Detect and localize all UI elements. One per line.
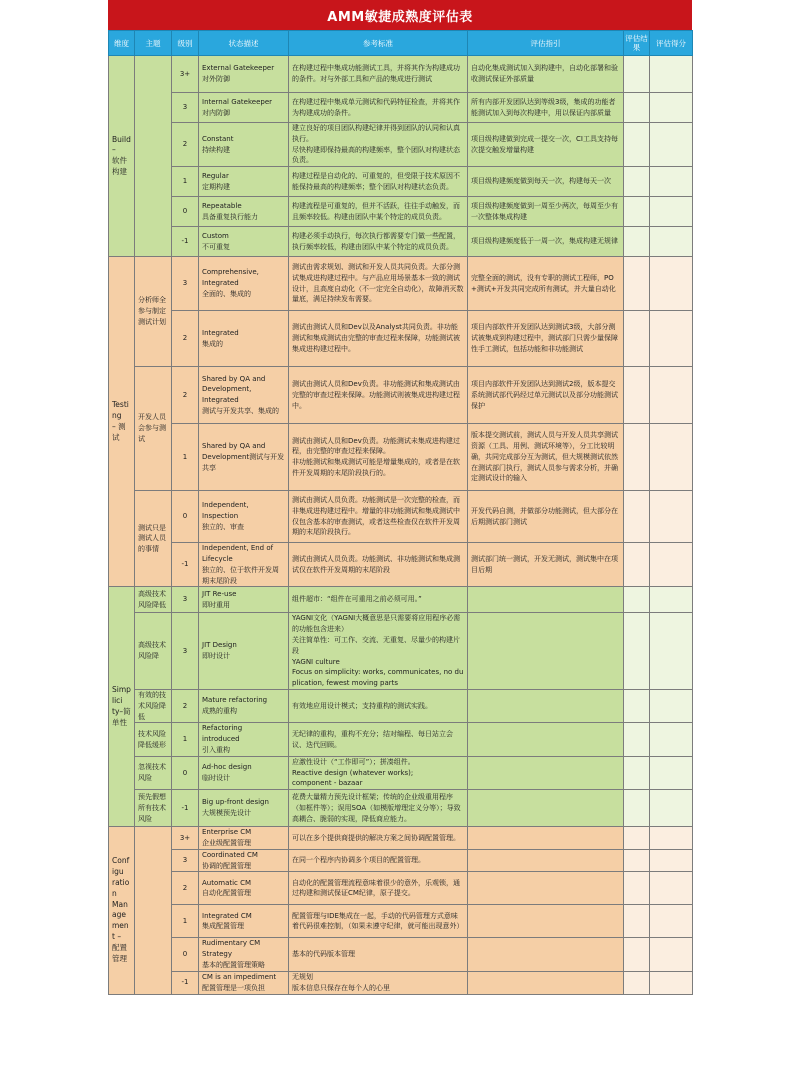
reference-cell: 测试由测试人员和Dev以及Analyst共同负责。非功能测试和集成测试由完整的审查过程来保障，功能测试被集成进构建过程中。	[289, 311, 468, 367]
table-row	[109, 491, 693, 543]
result-cell[interactable]	[624, 723, 650, 756]
level-cell: 0	[172, 938, 199, 971]
status-cell: Rudimentary CM Strategy 基本的配置管理策略	[199, 938, 289, 971]
status-cell: Constant 持续构建	[199, 123, 289, 167]
reference-cell: 无规划 版本信息只保存在每个人的心里	[289, 971, 468, 994]
result-cell[interactable]	[624, 491, 650, 543]
table-row	[109, 872, 693, 905]
guide-cell	[468, 790, 624, 827]
level-cell: 2	[172, 311, 199, 367]
table-row	[109, 689, 693, 722]
level-cell: 2	[172, 367, 199, 424]
page-title: AMM敏捷成熟度评估表	[108, 0, 692, 30]
guide-cell	[468, 756, 624, 789]
reference-cell: 花费大量精力预先设计框架；传统的企业级重用程序（如框件等）；误用SOA（如模版增理定义分等）；导致高耦合、脆弱的实现，降低商应能力。	[289, 790, 468, 827]
reference-cell: 构建过程是自动化的、可重复的，但受限于技术原因不能保持最高的构建频率；整个团队对构建状态负责。	[289, 167, 468, 197]
guide-cell: 项目级构建做到完成一提交一次，CI工具支持每次提交触发增量构建	[468, 123, 624, 167]
score-cell[interactable]	[650, 367, 693, 424]
table-row	[109, 167, 693, 197]
status-cell: Mature refactoring 成熟的重构	[199, 689, 289, 722]
level-cell: 0	[172, 197, 199, 227]
level-cell: 0	[172, 491, 199, 543]
level-cell: 2	[172, 123, 199, 167]
guide-cell: 版本提交测试前，测试人员与开发人员共享测试资源（工具、用例、测试环境等），分工比较明确，共同完成部分互为测试，但大规模测试依然在测试部门执行，测试人员参与需求分析，并确定测试设计的输入	[468, 424, 624, 491]
table-row	[109, 56, 693, 93]
topic-cell: 高级技术风险降	[135, 613, 172, 690]
level-cell: 3	[172, 587, 199, 613]
header-topic: 主题	[135, 31, 172, 56]
level-cell: 2	[172, 689, 199, 722]
result-cell[interactable]	[624, 905, 650, 938]
status-cell: Integrated 集成的	[199, 311, 289, 367]
topic-cell: 预先假想所有技术风险	[135, 790, 172, 827]
score-cell[interactable]	[650, 424, 693, 491]
score-cell[interactable]	[650, 827, 693, 850]
result-cell[interactable]	[624, 756, 650, 789]
status-cell: External Gatekeeper 对外防御	[199, 56, 289, 93]
status-cell: Regular 定期构建	[199, 167, 289, 197]
result-cell[interactable]	[624, 971, 650, 994]
header-guide: 评估指引	[468, 31, 624, 56]
level-cell: 3	[172, 257, 199, 311]
score-cell[interactable]	[650, 587, 693, 613]
score-cell[interactable]	[650, 756, 693, 789]
reference-cell: 组件超市：“组件在可重用之前必须可用。”	[289, 587, 468, 613]
guide-cell: 项目内部软件开发团队达到测试2级，版本提交系统测试部代码经过单元测试以及部分功能测试保护	[468, 367, 624, 424]
guide-cell: 所有内部开发团队达到等级3级，集成的功能者能测试加入到每次构建中，用以保证内部质量	[468, 93, 624, 123]
reference-cell: 构建必须手动执行，每次执行都需要专门做一些配置，执行频率较低，构建由团队中某个特定的成员负责。	[289, 227, 468, 257]
guide-cell: 项目级构建频度做到每天一次，构建每天一次	[468, 167, 624, 197]
reference-cell: 在同一个程序内协调多个项目的配置管理。	[289, 849, 468, 872]
score-cell[interactable]	[650, 227, 693, 257]
result-cell[interactable]	[624, 790, 650, 827]
table-row	[109, 587, 693, 613]
result-cell[interactable]	[624, 613, 650, 690]
level-cell: -1	[172, 790, 199, 827]
level-cell: 1	[172, 424, 199, 491]
table-row	[109, 756, 693, 789]
table-header-row	[109, 31, 693, 56]
score-cell[interactable]	[650, 971, 693, 994]
status-cell: Ad-hoc design 临时设计	[199, 756, 289, 789]
level-cell: 3+	[172, 56, 199, 93]
level-cell: 3+	[172, 827, 199, 850]
table-row	[109, 227, 693, 257]
table-row	[109, 613, 693, 690]
result-cell[interactable]	[624, 227, 650, 257]
dimension-cell: Testing – 测试	[109, 257, 135, 587]
score-cell[interactable]	[650, 938, 693, 971]
status-cell: Comprehensive, Integrated 全面的、集成的	[199, 257, 289, 311]
table-row	[109, 197, 693, 227]
reference-cell: 测试由需求规划、测试和开发人员共同负责。大部分测试集成进构建过程中。与产品应用场景基本一致的测试设计，且高度自动化（不一定完全自动化），故障消灭数量底，满足持续发布需要。	[289, 257, 468, 311]
topic-cell	[135, 827, 172, 995]
guide-cell	[468, 723, 624, 756]
table-row	[109, 971, 693, 994]
topic-cell: 有效的技术风险降低	[135, 689, 172, 722]
level-cell: 1	[172, 167, 199, 197]
result-cell[interactable]	[624, 197, 650, 227]
table-row	[109, 257, 693, 311]
level-cell: 3	[172, 613, 199, 690]
table-row	[109, 123, 693, 167]
guide-cell: 项目级构建频度低于一周一次，集成构建无规律	[468, 227, 624, 257]
guide-cell	[468, 827, 624, 850]
guide-cell: 项目级构建频度做到一周至少两次，每周至少有一次整体集成构建	[468, 197, 624, 227]
guide-cell	[468, 689, 624, 722]
level-cell: -1	[172, 971, 199, 994]
score-cell[interactable]	[650, 790, 693, 827]
result-cell[interactable]	[624, 827, 650, 850]
result-cell[interactable]	[624, 587, 650, 613]
reference-cell: 在构建过程中集成单元测试和代码特征检查，并将其作为构建成功的条件。	[289, 93, 468, 123]
result-cell[interactable]	[624, 849, 650, 872]
reference-cell: 测试由测试人员和Dev负责。功能测试未集成进构建过程，由完整的审查过程来保障。 非功能测试和集成测试可能是增量集成的，或者是在软件开发周期的末尾阶段执行的。	[289, 424, 468, 491]
status-cell: Repeatable 具备重复执行能力	[199, 197, 289, 227]
reference-cell: 自动化的配置管理流程意味着很少的意外，乐观锁，通过构建和测试保证CM纪律，原子提交。	[289, 872, 468, 905]
level-cell: 1	[172, 723, 199, 756]
status-cell: Internal Gatekeeper 对内防御	[199, 93, 289, 123]
guide-cell: 项目内部软件开发团队达到测试3级，大部分测试被集成到构建过程中，测试部门只需少量保障性手工测试，包括功能和非功能测试	[468, 311, 624, 367]
score-cell[interactable]	[650, 491, 693, 543]
table-row	[109, 905, 693, 938]
topic-cell: 测试只是测试人员的事情	[135, 491, 172, 587]
score-cell[interactable]	[650, 613, 693, 690]
table-row	[109, 93, 693, 123]
result-cell[interactable]	[624, 167, 650, 197]
guide-cell: 开发代码自测，并做部分功能测试，但大部分在后期测试部门测试	[468, 491, 624, 543]
reference-cell: 无纪律的重构，重构不充分；结对编程、每日站立会议、迭代回顾。	[289, 723, 468, 756]
level-cell: 2	[172, 872, 199, 905]
status-cell: Enterprise CM 企业级配置管理	[199, 827, 289, 850]
status-cell: Integrated CM 集成配置管理	[199, 905, 289, 938]
result-cell[interactable]	[624, 689, 650, 722]
reference-cell: 构建流程是可重复的，但并不活跃，往往手动触发，而且频率较低。构建由团队中某个特定的成员负责。	[289, 197, 468, 227]
table-row	[109, 543, 693, 587]
reference-cell: 基本的代码版本管理	[289, 938, 468, 971]
dimension-cell: Configu ration Manage ment – 配置管理	[109, 827, 135, 995]
score-cell[interactable]	[650, 257, 693, 311]
result-cell[interactable]	[624, 257, 650, 311]
topic-cell	[135, 56, 172, 257]
status-cell: Shared by QA and Development, Integrated 测试与开发共享、集成的	[199, 367, 289, 424]
guide-cell	[468, 613, 624, 690]
score-cell[interactable]	[650, 872, 693, 905]
table-row	[109, 367, 693, 424]
reference-cell: 有效地应用设计模式；支持重构的测试实践。	[289, 689, 468, 722]
status-cell: Refactoring introduced 引入重构	[199, 723, 289, 756]
result-cell[interactable]	[624, 56, 650, 93]
reference-cell: 测试由测试人员和Dev负责。非功能测试和集成测试由完整的审查过程来保障。功能测试则被集成进构建过程中。	[289, 367, 468, 424]
status-cell: Independent, End of Lifecycle 独立的、位于软件开发周期末尾阶段	[199, 543, 289, 587]
score-cell[interactable]	[650, 689, 693, 722]
guide-cell	[468, 849, 624, 872]
result-cell[interactable]	[624, 123, 650, 167]
score-cell[interactable]	[650, 123, 693, 167]
reference-cell: 测试由测试人员负责。功能测试是一次完整的检查，而非集成进构建过程中。增量的非功能测试和集成测试中仅包含基本的审查测试，或者这些检查仅在软件开发周期的末尾阶段执行。	[289, 491, 468, 543]
table-row	[109, 790, 693, 827]
header-level: 级别	[172, 31, 199, 56]
reference-cell: 配置管理与IDE集成在一起，手动的代码管理方式意味着代码很难控制，（如果未遵守纪律，就可能出现意外）	[289, 905, 468, 938]
score-cell[interactable]	[650, 723, 693, 756]
header-status: 状态描述	[199, 31, 289, 56]
level-cell: 3	[172, 93, 199, 123]
guide-cell	[468, 938, 624, 971]
status-cell: Shared by QA and Development测试与开发共享	[199, 424, 289, 491]
table-row	[109, 723, 693, 756]
topic-cell: 分析师全参与制定测试计划	[135, 257, 172, 367]
topic-cell: 忽视技术风险	[135, 756, 172, 789]
level-cell: -1	[172, 227, 199, 257]
result-cell[interactable]	[624, 938, 650, 971]
status-cell: Automatic CM 自动化配置管理	[199, 872, 289, 905]
score-cell[interactable]	[650, 311, 693, 367]
header-dimension: 维度	[109, 31, 135, 56]
table-row	[109, 849, 693, 872]
topic-cell: 开发人员会参与测试	[135, 367, 172, 491]
score-cell[interactable]	[650, 167, 693, 197]
result-cell[interactable]	[624, 543, 650, 587]
reference-cell: YAGNI文化（YAGNI大概意思是只需要将应用程序必需的功能包含进来） 关注简单性：可工作、交流、无重复、尽量少的构建片段 YAGNI culture Focus on simplicity: works, communicates, no duplication, fewest moving parts	[289, 613, 468, 690]
status-cell: JIT Design 即时设计	[199, 613, 289, 690]
score-cell[interactable]	[650, 849, 693, 872]
guide-cell: 测试部门统一测试，开发无测试，测试集中在项目后期	[468, 543, 624, 587]
status-cell: Coordinated CM 协调的配置管理	[199, 849, 289, 872]
guide-cell	[468, 971, 624, 994]
reference-cell: 应激性设计（“工作即可”）；拼凑组件。 Reactive design (whatever works); component - bazaar	[289, 756, 468, 789]
guide-cell: 自动化集成测试加入到构建中，自动化部署和验收测试保证外部质量	[468, 56, 624, 93]
topic-cell: 高级技术风险降低	[135, 587, 172, 613]
reference-cell: 测试由测试人员负责。功能测试、非功能测试和集成测试仅在软件开发周期的末尾阶段	[289, 543, 468, 587]
level-cell: 1	[172, 905, 199, 938]
topic-cell: 技术风险降低缓形	[135, 723, 172, 756]
score-cell[interactable]	[650, 905, 693, 938]
dimension-cell: Build – 软件构建	[109, 56, 135, 257]
header-reference: 参考标准	[289, 31, 468, 56]
result-cell[interactable]	[624, 872, 650, 905]
status-cell: Custom 不可重复	[199, 227, 289, 257]
guide-cell: 完整全面的测试，没有专职的测试工程师，PO+测试+开发共同完成所有测试，并大量自动化	[468, 257, 624, 311]
table-body	[109, 56, 693, 995]
table-row	[109, 938, 693, 971]
status-cell: CM is an impediment 配置管理是一项负担	[199, 971, 289, 994]
score-cell[interactable]	[650, 56, 693, 93]
status-cell: Independent, Inspection 独立的、审查	[199, 491, 289, 543]
guide-cell	[468, 905, 624, 938]
score-cell[interactable]	[650, 543, 693, 587]
result-cell[interactable]	[624, 311, 650, 367]
result-cell[interactable]	[624, 424, 650, 491]
table-row	[109, 311, 693, 367]
reference-cell: 建立良好的项目团队构建纪律并得到团队的认同和认真执行。 尽快构建即保持最高的构建频率，整个团队对构建状态负责。	[289, 123, 468, 167]
score-cell[interactable]	[650, 93, 693, 123]
header-result: 评估结果	[624, 31, 650, 56]
status-cell: JIT Re-use 即时重用	[199, 587, 289, 613]
status-cell: Big up-front design 大规模预先设计	[199, 790, 289, 827]
score-cell[interactable]	[650, 197, 693, 227]
level-cell: 0	[172, 756, 199, 789]
result-cell[interactable]	[624, 367, 650, 424]
level-cell: -1	[172, 543, 199, 587]
table-row	[109, 827, 693, 850]
level-cell: 3	[172, 849, 199, 872]
guide-cell	[468, 587, 624, 613]
guide-cell	[468, 872, 624, 905]
reference-cell: 在构建过程中集成功能测试工具，并将其作为构建成功的条件。对与外部工具和产品的集成进行测试	[289, 56, 468, 93]
result-cell[interactable]	[624, 93, 650, 123]
reference-cell: 可以在多个提供商提供的解决方案之间协调配置管理。	[289, 827, 468, 850]
assessment-table	[108, 30, 693, 995]
table-row	[109, 424, 693, 491]
dimension-cell: Simplici ty–简单性	[109, 587, 135, 827]
header-score: 评估得分	[650, 31, 693, 56]
